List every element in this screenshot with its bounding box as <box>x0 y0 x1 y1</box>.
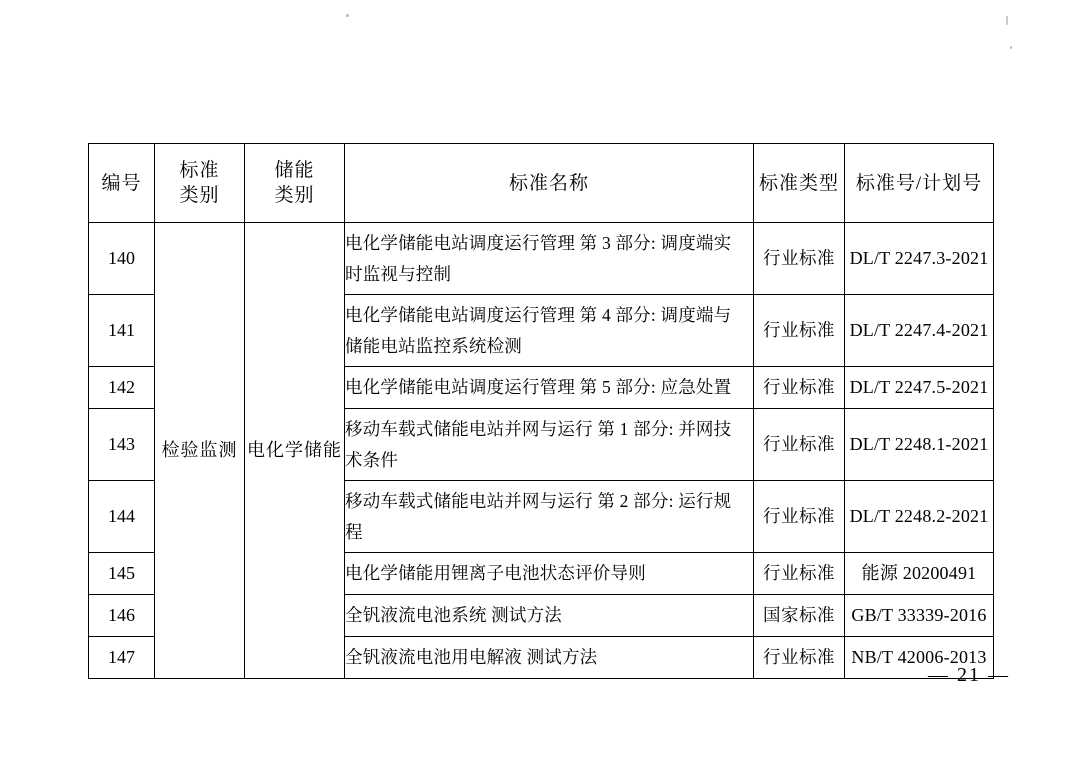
cell-standard-code: DL/T 2247.5-2021 <box>845 367 994 409</box>
cell-standard-code: DL/T 2247.4-2021 <box>845 295 994 367</box>
cell-standard-name <box>345 595 754 637</box>
cell-no: 144 <box>89 481 155 553</box>
standard-name-line: 储能电站监控系统检测 <box>345 335 522 356</box>
standard-name-line: 电化学储能用锂离子电池状态评价导则 <box>345 563 646 583</box>
header-name <box>345 144 754 223</box>
cell-standard-name <box>345 409 754 481</box>
cell-no: 146 <box>89 595 155 637</box>
cell-standard-type: 行业标准 <box>754 409 845 481</box>
standard-name-line: 程 <box>345 521 363 542</box>
header-storage-line2: 类别 <box>274 185 315 206</box>
cell-no: 141 <box>89 295 155 367</box>
header-type <box>754 144 845 223</box>
cell-standard-type: 行业标准 <box>754 637 845 679</box>
cell-category: 检验监测 <box>155 223 245 679</box>
header-name-line: 标准名称 <box>508 172 589 194</box>
cell-standard-type: 行业标准 <box>754 553 845 595</box>
standard-name-line: 电化学储能电站调度运行管理 第 4 部分: 调度端与 <box>345 304 732 325</box>
cell-standard-code: 能源 20200491 <box>845 553 994 595</box>
header-type-line: 标准类型 <box>758 172 839 194</box>
cell-standard-name <box>345 553 754 595</box>
header-no-line: 编号 <box>101 172 142 194</box>
cell-standard-type: 行业标准 <box>754 481 845 553</box>
cell-standard-code: DL/T 2248.1-2021 <box>845 409 994 481</box>
cell-standard-name <box>345 367 754 409</box>
standards-table <box>88 143 994 679</box>
cell-no: 142 <box>89 367 155 409</box>
cell-standard-type: 行业标准 <box>754 367 845 409</box>
header-code-line: 标准号/计划号 <box>855 172 983 194</box>
standard-name-line: 全钒液流电池用电解液 测试方法 <box>345 647 598 667</box>
cell-standard-type: 国家标准 <box>754 595 845 637</box>
standard-name-line: 全钒液流电池系统 测试方法 <box>345 605 562 625</box>
cell-standard-code: DL/T 2247.3-2021 <box>845 223 994 295</box>
standard-name-line: 时监视与控制 <box>345 263 452 284</box>
cell-standard-type: 行业标准 <box>754 223 845 295</box>
cell-storage-category: 电化学储能 <box>245 223 345 679</box>
header-category <box>155 144 245 223</box>
cell-standard-name <box>345 223 754 295</box>
header-no <box>89 144 155 223</box>
cell-standard-name <box>345 295 754 367</box>
table-header-row <box>89 144 994 223</box>
scan-speck <box>1010 46 1012 49</box>
cell-standard-code: DL/T 2248.2-2021 <box>845 481 994 553</box>
scan-speck <box>1006 16 1008 25</box>
standard-name-line: 移动车载式储能电站并网与运行 第 2 部分: 运行规 <box>345 490 732 511</box>
table-body <box>89 223 994 679</box>
cell-standard-type: 行业标准 <box>754 295 845 367</box>
header-storage-line1: 储能 <box>274 160 315 181</box>
header-category-line2: 类别 <box>179 185 220 206</box>
cell-standard-code: GB/T 33339-2016 <box>845 595 994 637</box>
standard-name-line: 术条件 <box>345 449 399 470</box>
table-header <box>89 144 994 223</box>
standard-name-line: 电化学储能电站调度运行管理 第 5 部分: 应急处置 <box>345 377 732 397</box>
header-category-line1: 标准 <box>179 160 220 181</box>
header-storage <box>245 144 345 223</box>
cell-standard-code: NB/T 42006-2013 <box>845 637 994 679</box>
cell-no: 147 <box>89 637 155 679</box>
cell-no: 140 <box>89 223 155 295</box>
page-number: — 21 — <box>928 664 1010 686</box>
standard-name-line: 电化学储能电站调度运行管理 第 3 部分: 调度端实 <box>345 232 732 253</box>
header-code <box>845 144 994 223</box>
standard-name-line: 移动车载式储能电站并网与运行 第 1 部分: 并网技 <box>345 418 732 439</box>
cell-standard-name <box>345 481 754 553</box>
cell-no: 143 <box>89 409 155 481</box>
cell-no: 145 <box>89 553 155 595</box>
scan-speck <box>346 14 349 17</box>
table-row <box>89 223 994 295</box>
